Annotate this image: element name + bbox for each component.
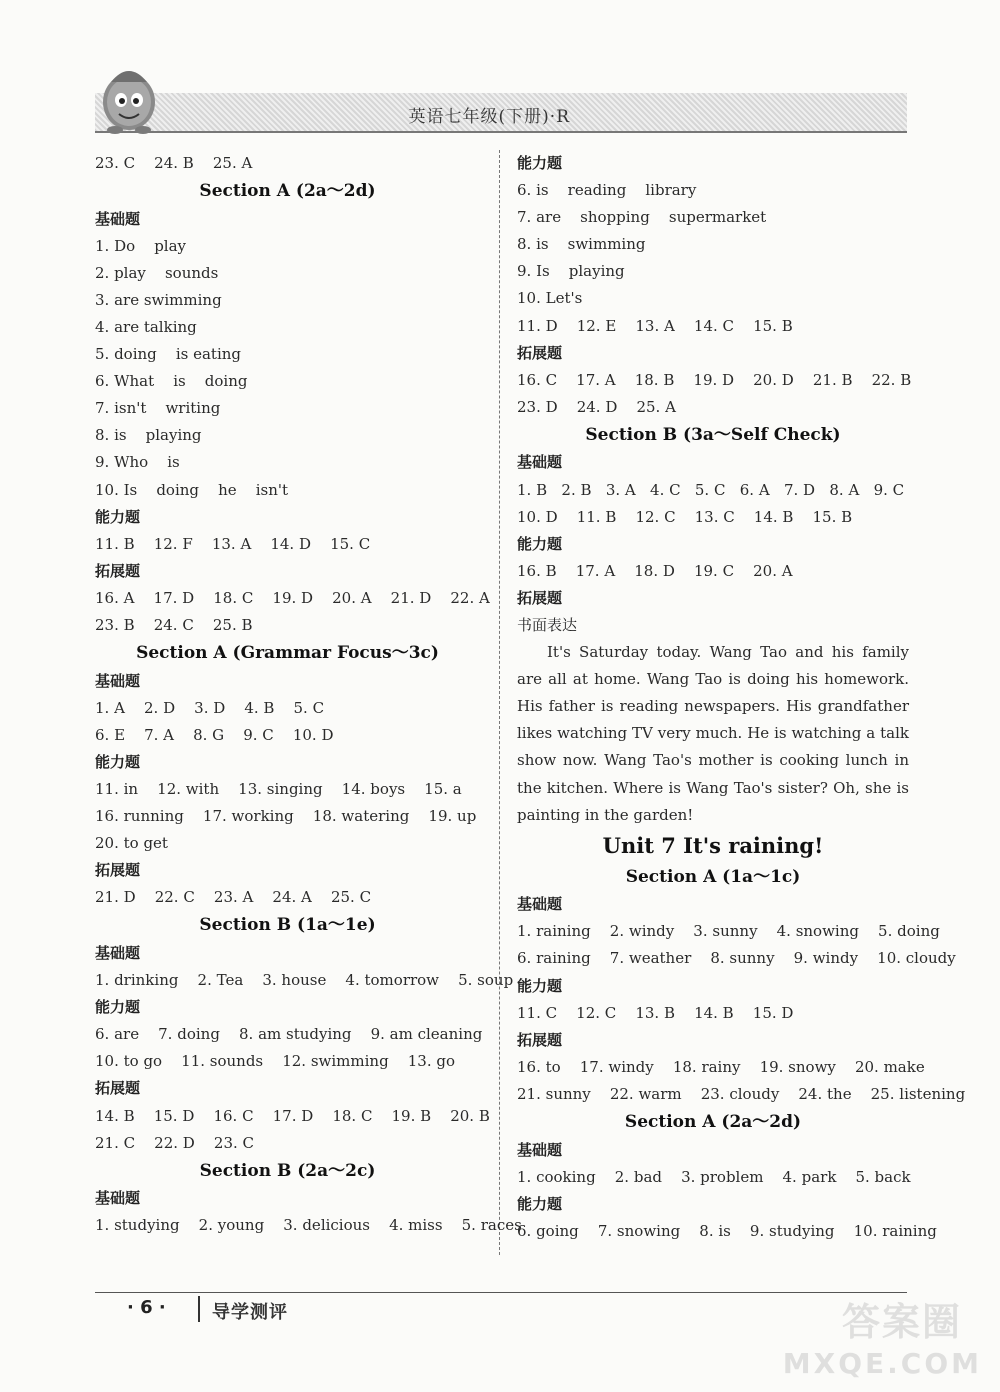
answer-line: 4. are talking [95, 317, 197, 336]
category-label: 基础题 [95, 1189, 141, 1208]
footer-brand: 导学测评 [212, 1302, 288, 1323]
answer-line: 1. drinking 2. Tea 3. house 4. tomorrow 5. soup [95, 971, 514, 990]
category-label: 基础题 [95, 671, 141, 690]
left-column [95, 150, 522, 1239]
answer-line: 23. D 24. D 25. A [517, 397, 676, 416]
answer-line: 21. D 22. C 23. A 24. A 25. C [95, 888, 372, 907]
answer-line: 10. to go 11. sounds 12. swimming 13. go [95, 1052, 455, 1071]
category-label: 能力题 [517, 1194, 563, 1213]
answer-line: 6. are 7. doing 8. am studying 9. am cleaning [95, 1025, 483, 1044]
section-heading: Section B (2a～2c) [199, 1160, 376, 1181]
answer-line: 14. B 15. D 16. C 17. D 18. C 19. B 20. B [95, 1106, 490, 1125]
category-label: 拓展题 [95, 1079, 141, 1098]
watermark-top: 答案圈 [841, 1300, 962, 1344]
category-label: 基础题 [95, 943, 141, 962]
category-label: 拓展题 [517, 588, 563, 607]
answer-line: 16. C 17. A 18. B 19. D 20. D 21. B 22. B [517, 370, 912, 389]
unit-heading: Unit 7 It's raining! [602, 832, 824, 858]
category-label: 能力题 [517, 976, 563, 995]
answer-line: 11. B 12. F 13. A 14. D 15. C [95, 534, 371, 553]
footer-separator [198, 1296, 200, 1322]
answer-line: 6. is reading library [517, 181, 697, 200]
answer-line: 7. are shopping supermarket [517, 208, 767, 227]
watermark-logo [782, 1298, 992, 1388]
category-label: 能力题 [95, 507, 141, 526]
section-heading: Section A (Grammar Focus～3c) [136, 643, 439, 664]
answer-line: 9. Who is [95, 453, 180, 472]
category-label: 基础题 [517, 453, 563, 472]
answer-line: 11. D 12. E 13. A 14. C 15. B [517, 316, 793, 335]
category-label: 基础题 [517, 895, 563, 914]
answer-line: 5. doing is eating [95, 345, 242, 364]
answer-line: 16. to 17. windy 18. rainy 19. snowy 20. make [517, 1057, 925, 1076]
answer-line: 16. B 17. A 18. D 19. C 20. A [517, 561, 793, 580]
answer-line: 16. running 17. working 18. watering 19. up [95, 807, 477, 826]
answer-line: 21. sunny 22. warm 23. cloudy 24. the 25. listening [517, 1084, 966, 1103]
answer-line: 1. studying 2. young 3. delicious 4. miss 5. races [95, 1216, 522, 1235]
answer-line: 23. B 24. C 25. B [95, 616, 253, 634]
category-label: 拓展题 [95, 861, 141, 880]
answer-line: 10. Let's [517, 289, 583, 308]
answer-line: 1. A 2. D 3. D 4. B 5. C [95, 698, 325, 717]
answer-line: 7. isn't writing [95, 399, 221, 418]
answer-line: 20. to get [95, 834, 168, 853]
section-heading: Section A (2a～2d) [624, 1112, 802, 1132]
section-heading: Section B (3a～Self Check) [585, 424, 841, 445]
answer-line: 23. C 24. B 25. A [95, 154, 253, 172]
answer-line: 6. What is doing [95, 372, 248, 391]
section-heading: Section A (2a～2d) [199, 181, 376, 202]
page-number: · 6 · [127, 1297, 166, 1318]
answer-line: 1. Do play [95, 236, 187, 255]
answer-line: 6. E 7. A 8. G 9. C 10. D [95, 725, 334, 744]
column-divider [499, 150, 500, 1255]
answer-line: 6. raining 7. weather 8. sunny 9. windy 10. cloudy [517, 949, 956, 968]
section-heading: Section B (1a～1e) [199, 915, 376, 936]
watermark-bottom: MXQE.COM [782, 1347, 982, 1380]
category-label: 基础题 [517, 1140, 563, 1159]
category-label: 能力题 [95, 752, 141, 771]
essay-paragraph: It's Saturday today. Wang Tao and his family are all at home. Wang Tao is doing his homework. His father is reading newspapers. His grandfather likes watching TV very much. He is watching a talk show now. Wang Tao's mother is cooking lunch in the kitchen. Where is Wang Tao's sister? Oh, she is painting in the garden! [517, 643, 909, 824]
answer-line: 11. in 12. with 13. singing 14. boys 15. a [95, 779, 462, 798]
section-heading: Section A (1a～1c) [625, 866, 801, 887]
answer-line: 3. are swimming [95, 290, 222, 309]
category-label: 拓展题 [517, 1030, 563, 1049]
category-label: 能力题 [95, 998, 141, 1017]
footer-rule [95, 1292, 907, 1293]
category-label: 拓展题 [517, 343, 563, 362]
answer-line: 8. is playing [95, 426, 202, 445]
answer-line: 1. raining 2. windy 3. sunny 4. snowing 5. doing [517, 922, 940, 941]
mascot-logo [93, 62, 165, 138]
answer-line: 16. A 17. D 18. C 19. D 20. A 21. D 22. A [95, 588, 490, 607]
category-label: 基础题 [95, 209, 141, 228]
category-label: 能力题 [517, 154, 563, 172]
category-label: 能力题 [517, 534, 563, 553]
answer-line: 1. cooking 2. bad 3. problem 4. park 5. back [517, 1167, 911, 1186]
answer-line: 6. going 7. snowing 8. is 9. studying 10. raining [517, 1221, 937, 1240]
answer-line: 11. C 12. C 13. B 14. B 15. D [517, 1003, 794, 1022]
answer-line: 8. is swimming [517, 235, 646, 254]
answer-line: 10. D 11. B 12. C 13. C 14. B 15. B [517, 507, 853, 526]
category-label: 拓展题 [95, 561, 141, 580]
answer-line: 9. Is playing [517, 262, 625, 281]
right-column [517, 150, 966, 1245]
answer-line: 书面表达 [517, 616, 578, 634]
answer-line: 10. Is doing he isn't [95, 480, 289, 499]
answer-line: 2. play sounds [95, 263, 219, 282]
answer-line: 21. C 22. D 23. C [95, 1133, 254, 1152]
header-title: 英语七年级(下册)·R [408, 107, 570, 127]
answer-line: 1. B 2. B 3. A 4. C 5. C 6. A 7. D 8. A 9. C [517, 480, 905, 499]
